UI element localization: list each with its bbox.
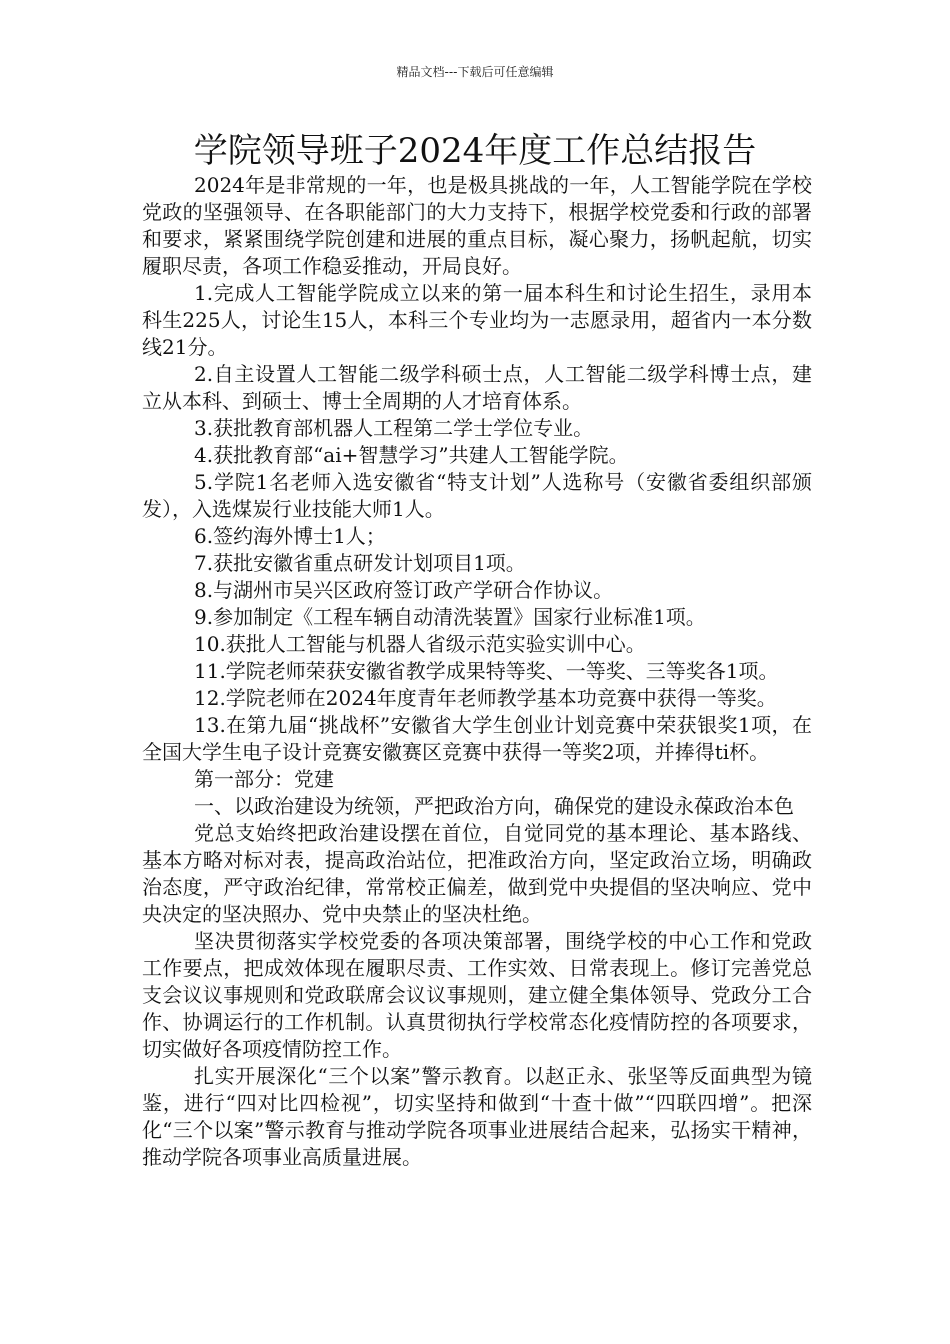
subsection-heading: 一、以政治建设为统领，严把政治方向，确保党的建设永葆政治本色: [194, 794, 794, 818]
document-body: [142, 172, 812, 1171]
achievement-item-4: 4.获批教育部“ai+智慧学习”共建人工智能学院。: [194, 443, 629, 467]
achievement-item-11: 11.学院老师荣获安徽省教学成果特等奖、一等奖、三等奖各1项。: [194, 659, 779, 683]
document-title: 学院领导班子2024年度工作总结报告: [193, 131, 757, 171]
achievement-item-12: 12.学院老师在2024年度青年老师教学基本功竞赛中获得一等奖。: [194, 686, 777, 710]
achievement-item-9: 9.参加制定《工程车辆自动清洗装置》国家行业标准1项。: [194, 605, 706, 629]
achievement-item-2: 2.自主设置人工智能二级学科硕士点，人工智能二级学科博士点，建立从本科、到硕士、博士全周期的人才培育体系。: [142, 362, 812, 413]
achievement-item-8: 8.与湖州市吴兴区政府签订政产学研合作协议。: [194, 578, 614, 602]
achievement-item-5: 5.学院1名老师入选安徽省“特支计划”人选称号（安徽省委组织部颁发），入选煤炭行业技能大师1人。: [142, 470, 812, 521]
achievement-item-13: 13.在第九届“挑战杯”安徽省大学生创业计划竞赛中荣获银奖1项，在全国大学生电子设计竞赛安徽赛区竞赛中获得一等奖2项，并捧得ti杯。: [142, 713, 812, 764]
body-paragraph: 扎实开展深化“三个以案”警示教育。以赵正永、张坚等反面典型为镜鉴，进行“四对比四检视”，切实坚持和做到“十查十做”“四联四增”。把深化“三个以案”警示教育与推动学院各项事业进展结合起来，弘扬实干精神，推动学院各项事业高质量进展。: [142, 1064, 812, 1169]
section-heading: 第一部分：党建: [194, 767, 334, 791]
body-paragraph: 坚决贯彻落实学校党委的各项决策部署，围绕学校的中心工作和党政工作要点，把成效体现在履职尽责、工作实效、日常表现上。修订完善党总支会议议事规则和党政联席会议议事规则，建立健全集体领导、党政分工合作、协调运行的工作机制。认真贯彻执行学校常态化疫情防控的各项要求，切实做好各项疫情防控工作。: [142, 929, 812, 1061]
intro-paragraph: 2024年是非常规的一年，也是极具挑战的一年，人工智能学院在学校党政的坚强领导、在各职能部门的大力支持下，根据学校党委和行政的部署和要求，紧紧围绕学院创建和进展的重点目标，凝心聚力，扬帆起航，切实履职尽责，各项工作稳妥推动，开局良好。: [142, 173, 812, 278]
achievement-item-3: 3.获批教育部机器人工程第二学士学位专业。: [194, 416, 594, 440]
achievement-item-1: 1.完成人工智能学院成立以来的第一届本科生和讨论生招生，录用本科生225人，讨论生15人，本科三个专业均为一志愿录用，超省内一本分数线21分。: [142, 281, 812, 359]
achievement-item-10: 10.获批人工智能与机器人省级示范实验实训中心。: [194, 632, 646, 656]
achievement-item-6: 6.签约海外博士1人；: [194, 524, 386, 548]
header-note: 精品文档---下载后可任意编辑: [396, 65, 554, 79]
achievement-item-7: 7.获批安徽省重点研发计划项目1项。: [194, 551, 526, 575]
body-paragraph: 党总支始终把政治建设摆在首位，自觉同党的基本理论、基本路线、基本方略对标对表，提高政治站位，把准政治方向，坚定政治立场，明确政治态度，严守政治纪律，常常校正偏差，做到党中央提倡的坚决响应、党中央决定的坚决照办、党中央禁止的坚决杜绝。: [142, 821, 812, 926]
